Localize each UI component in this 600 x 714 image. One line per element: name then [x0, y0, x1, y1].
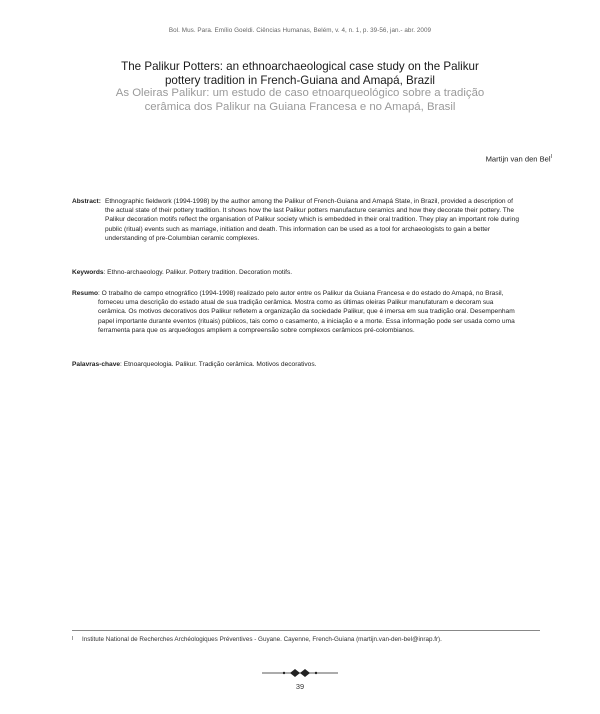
palavras-chave-label: Palavras-chave [72, 361, 121, 368]
abstract-text: Ethnographic fieldwork (1994-1998) by the author among the Palikur of French-Guiana and Amapá State, in Brazil, provided a description of the actual state of their pottery tradition. It shows how the last Palikur potters manufacture ceramics and how they decorate their pottery. The Palikur decoration motifs reflect the organisation of Palikur society which is embedded in their oral tradition. They play an important role during public (ritual) events such as marriage, initiation and death. This information can be used as a tool for archaeologists to gain a better understanding of pre-Columbian ceramic complexes. [104, 198, 519, 242]
abstract-label: Abstract: [72, 198, 101, 205]
author-line [486, 154, 552, 164]
keywords-section [72, 268, 520, 277]
title-english-line-2: pottery tradition in French-Guiana and Amapá, Brazil [164, 73, 436, 87]
title-portuguese [60, 87, 540, 114]
footnote-mark: I [72, 636, 74, 642]
footnote-divider [72, 630, 540, 631]
footnote-text: Institute National de Recherches Archéologiques Préventives - Guyane. Cayenne, French-Guiana (martijn.van-den-bel@inrap.fr). [82, 636, 442, 643]
title-portuguese-line-1: As Oleiras Palikur: um estudo de caso etnoarqueológico sobre a tradição [115, 87, 485, 100]
running-head: Bol. Mus. Para. Emílio Goeldi. Ciências Humanas, Belém, v. 4, n. 1, p. 39-56, jan.- abr. 2009 [168, 27, 432, 34]
title-block [60, 60, 540, 114]
author-footnote-mark: I [550, 154, 552, 160]
abstract-section [72, 197, 520, 243]
title-english [60, 60, 540, 87]
footnote [72, 636, 540, 643]
keywords-label: Keywords [72, 269, 104, 276]
keywords-text: : Ethno-archaeology. Palikur. Pottery tradition. Decoration motifs. [103, 269, 293, 276]
resumo-label: Resumo [72, 290, 99, 297]
title-english-line-1: The Palikur Potters: an ethnoarchaeological case study on the Palikur [121, 60, 479, 73]
palavras-chave-text: : Etnoarqueologia. Palikur. Tradição cerâmica. Motivos decorativos. [120, 361, 317, 368]
page-number: 39 [295, 682, 305, 691]
page-ornament-icon [262, 668, 338, 678]
palavras-chave-section [72, 360, 520, 369]
title-portuguese-line-2: cerâmica dos Palikur na Guiana Francesa e no Amapá, Brasil [144, 100, 456, 113]
resumo-section [72, 289, 520, 335]
resumo-text: : O trabalho de campo etnográfico (1994-1998) realizado pelo autor entre os Palikur da Guiana Francesa e do estado do Amapá, no Brasil, forneceu uma descrição do estado atual de sua tradição cerâmica. Mostra como as últimas oleiras Palikur manufaturam e decoram sua cerâmica. Os motivos decorativos dos Palikur refletem a organização da sociedade Palikur, que é imersa em sua tradição oral. Desempenham papel importante durante eventos (rituais) públicos, tais como o casamento, a iniciação e a morte. Essa informação pode ser usada como uma ferramenta para que os arqueólogos ampliem a compreensão sobre complexos cerâmicos pré-colombianos. [98, 290, 515, 334]
author-name: Martijn van den Bel [485, 154, 551, 164]
